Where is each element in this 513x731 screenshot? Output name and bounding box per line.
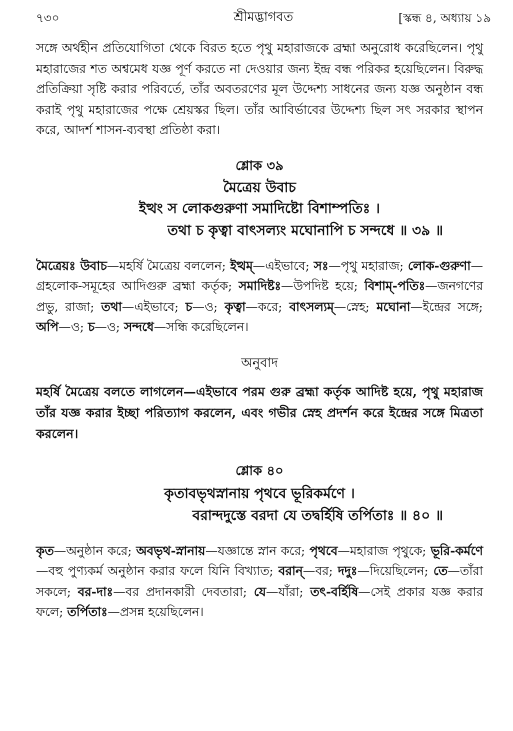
synonym-word: তর্পিতাঃ bbox=[67, 604, 108, 619]
synonym-meaning: স্নেহ; bbox=[346, 299, 370, 314]
synonym-meaning: তাঁরা সকলে; bbox=[36, 564, 483, 599]
shloka-40-line-2: বরান্দদুস্তে বরদা যে তদ্বর্হিষি তর্পিতাঃ ॥ ৪০ ॥ bbox=[192, 507, 443, 524]
synonym-meaning: করে; bbox=[257, 299, 283, 314]
synonyms-39: মৈত্রেয়ঃ উবাচ—মহর্ষি মৈত্রেয় বললেন; ইত্থম্—এইভাবে; সঃ—পৃথু মহারাজ; লোক-গুরুণা—গ্রহলোক-সমূহের আদিগুরু ব্রহ্মা কর্তৃক; সমাদিষ্টঃ—উপদিষ্ট হয়ে; বিশাম্-পতিঃ—জনগণের প্রভু, রাজা; তথা—এইভাবে; চ—ও; কৃত্বা—করে; বাৎসল্যম্—স্নেহ; মঘোনা—ইন্দ্রের সঙ্গে; অপি—ও; চ—ও; সন্দধে—সন্ধি করেছিলেন। bbox=[36, 257, 483, 334]
shloka-39-speaker: মৈত্রেয় উবাচ bbox=[223, 179, 296, 196]
book-title: শ্রীমদ্ভাগবত bbox=[233, 10, 294, 25]
synonym-meaning: সেই প্রকার যজ্ঞ করার ফলে; bbox=[36, 584, 483, 619]
synonym-meaning: মহর্ষি মৈত্রেয় বললেন; bbox=[119, 258, 226, 273]
synonym-word: চ bbox=[185, 298, 193, 314]
synonym-word: যে bbox=[253, 583, 266, 599]
synonym-meaning: যাঁরা; bbox=[278, 584, 304, 599]
synonym-word: লোক-গুরুণা bbox=[407, 257, 471, 273]
synonym-meaning: ও; bbox=[70, 320, 85, 334]
synonym-meaning: ও; bbox=[106, 320, 121, 334]
synonym-meaning: বর প্রদানকারী দেবতারা; bbox=[125, 584, 248, 599]
shloka-39-title: শ্লোক ৩৯ bbox=[235, 158, 284, 174]
synonym-meaning: প্রসন্ন হয়েছিলেন। bbox=[119, 605, 204, 619]
translation-heading: অনুবাদ bbox=[241, 355, 278, 371]
synonym-meaning: পৃথু মহারাজ; bbox=[340, 258, 404, 273]
synonym-meaning: এইভাবে; bbox=[265, 258, 310, 273]
translation-39: মহর্ষি মৈত্রেয় বলতে লাগলেন—এইভাবে পরম গুরু ব্রহ্মা কর্তৃক আদিষ্ট হয়ে, পৃথু মহারাজ তাঁর যজ্ঞ করার ইচ্ছা পরিত্যাগ করলেন, এবং গভীর স্নেহ প্রদর্শন করে ইন্দ্রের সঙ্গে মিত্রতা করলেন। bbox=[36, 383, 483, 441]
synonym-word: বরান্ bbox=[278, 563, 303, 578]
synonym-meaning: ইন্দ্রের সঙ্গে; bbox=[422, 299, 483, 314]
synonym-word: মৈত্রেয়ঃ উবাচ bbox=[36, 257, 107, 273]
synonym-word: অবভৃথ-স্নানায় bbox=[136, 542, 206, 558]
shloka-39-line-1: ইত্থং স লোকগুরুণা সমাদিষ্টো বিশাম্পতিঃ । bbox=[138, 200, 381, 217]
synonym-word: তথা bbox=[101, 298, 122, 314]
synonym-word: তে bbox=[433, 563, 448, 578]
synonym-meaning: উপদিষ্ট হয়ে; bbox=[293, 279, 358, 293]
page-number: ৭৩০ bbox=[36, 11, 60, 25]
synonym-word: তৎ-বর্হিষি bbox=[310, 583, 359, 599]
shloka-40-title: শ্লোক ৪০ bbox=[235, 463, 284, 479]
synonym-word: কৃত bbox=[36, 542, 54, 558]
synonym-meaning: গ্রহলোক-সমূহের আদিগুরু ব্রহ্মা কর্তৃক; bbox=[36, 279, 233, 293]
synonyms-40: কৃত—অনুষ্ঠান করে; অবভৃথ-স্নানায়—যজ্ঞান্তে স্নান করে; পৃথবে—মহারাজ পৃথুকে; ভূরি-কর্মণে—বহু পুণ্যকর্ম অনুষ্ঠান করার ফলে যিনি বিখ্যাত; বরান্—বর; দদুঃ—দিয়েছিলেন; তে—তাঁরা সকলে; বর-দাঃ—বর প্রদানকারী দেবতারা; যে—যাঁরা; তৎ-বর্হিষি—সেই প্রকার যজ্ঞ করার ফলে; তর্পিতাঃ—প্রসন্ন হয়েছিলেন। bbox=[36, 542, 483, 619]
synonym-meaning: অনুষ্ঠান করে; bbox=[66, 543, 132, 558]
synonym-meaning: ও; bbox=[204, 299, 218, 314]
synonym-word: চ bbox=[87, 319, 95, 334]
synonym-word: সন্দধে bbox=[124, 319, 154, 334]
synonym-meaning: যজ্ঞান্তে স্নান করে; bbox=[217, 543, 306, 558]
synonym-word: বিশাম্-পতিঃ bbox=[364, 278, 426, 293]
synonym-word: বাৎসল্যম্ bbox=[289, 298, 334, 314]
synonym-word: সঃ bbox=[313, 257, 329, 273]
synonym-meaning: বহু পুণ্যকর্ম অনুষ্ঠান করার ফলে যিনি বিখ্যাত; bbox=[48, 564, 274, 578]
chapter-reference: [স্কন্ধ ৪, অধ্যায় ১৯ bbox=[398, 11, 491, 25]
synonym-meaning: জনগণের প্রভু, রাজা; bbox=[36, 279, 483, 314]
synonym-word: দদুঃ bbox=[337, 563, 358, 578]
synonym-word: ভূরি-কর্মণে bbox=[430, 542, 483, 558]
shloka-39-line-2: তথা চ কৃত্বা বাৎসল্যং মঘোনাপি চ সন্দধে ॥ ৩৯ ॥ bbox=[167, 222, 443, 239]
synonym-word: পৃথবে bbox=[309, 542, 338, 558]
synonym-meaning: সন্ধি করেছিলেন। bbox=[166, 320, 249, 334]
synonym-word: বর-দাঃ bbox=[77, 583, 114, 599]
synonym-word: কৃত্বা bbox=[224, 298, 246, 314]
synonym-meaning: মহারাজ পৃথুকে; bbox=[349, 543, 427, 558]
synonym-word: মঘোনা bbox=[376, 298, 411, 314]
synonym-word: অপি bbox=[36, 319, 59, 334]
synonym-meaning: বর; bbox=[315, 564, 333, 578]
page-header bbox=[36, 6, 491, 28]
synonym-meaning: এইভাবে; bbox=[134, 299, 179, 314]
page-body bbox=[36, 38, 483, 623]
synonym-meaning: দিয়েছিলেন; bbox=[369, 564, 429, 578]
shloka-40-line-1: কৃতাবভৃথস্নানায় পৃথবে ভূরিকর্মণে । bbox=[164, 485, 355, 502]
synonym-word: সমাদিষ্টঃ bbox=[238, 278, 282, 293]
synonym-word: ইত্থম্ bbox=[230, 257, 253, 273]
purport-paragraph: সঙ্গে অর্থহীন প্রতিযোগিতা থেকে বিরত হতে পৃথু মহারাজকে ব্রহ্মা অনুরোধ করেছিলেন। পৃথু মহারাজের শত অশ্বমেধ যজ্ঞ পূর্ণ করতে না দেওয়ার জন্য ইন্দ্র বন্ধ পরিকর হয়েছিলেন। বিরুদ্ধ প্রতিক্রিয়া সৃষ্টি করার পরিবর্তে, তাঁর অবতরণের মূল উদ্দেশ্য সাধনের জন্য যজ্ঞ অনুষ্ঠান বন্ধ করাই পৃথু মহারাজের পক্ষে শ্রেয়স্কর ছিল। তাঁর আবির্ভাবের উদ্দেশ্য ছিল সৎ সরকার স্থাপন করে, আদর্শ শাসন-ব্যবস্থা প্রতিষ্ঠা করা। bbox=[36, 41, 483, 137]
